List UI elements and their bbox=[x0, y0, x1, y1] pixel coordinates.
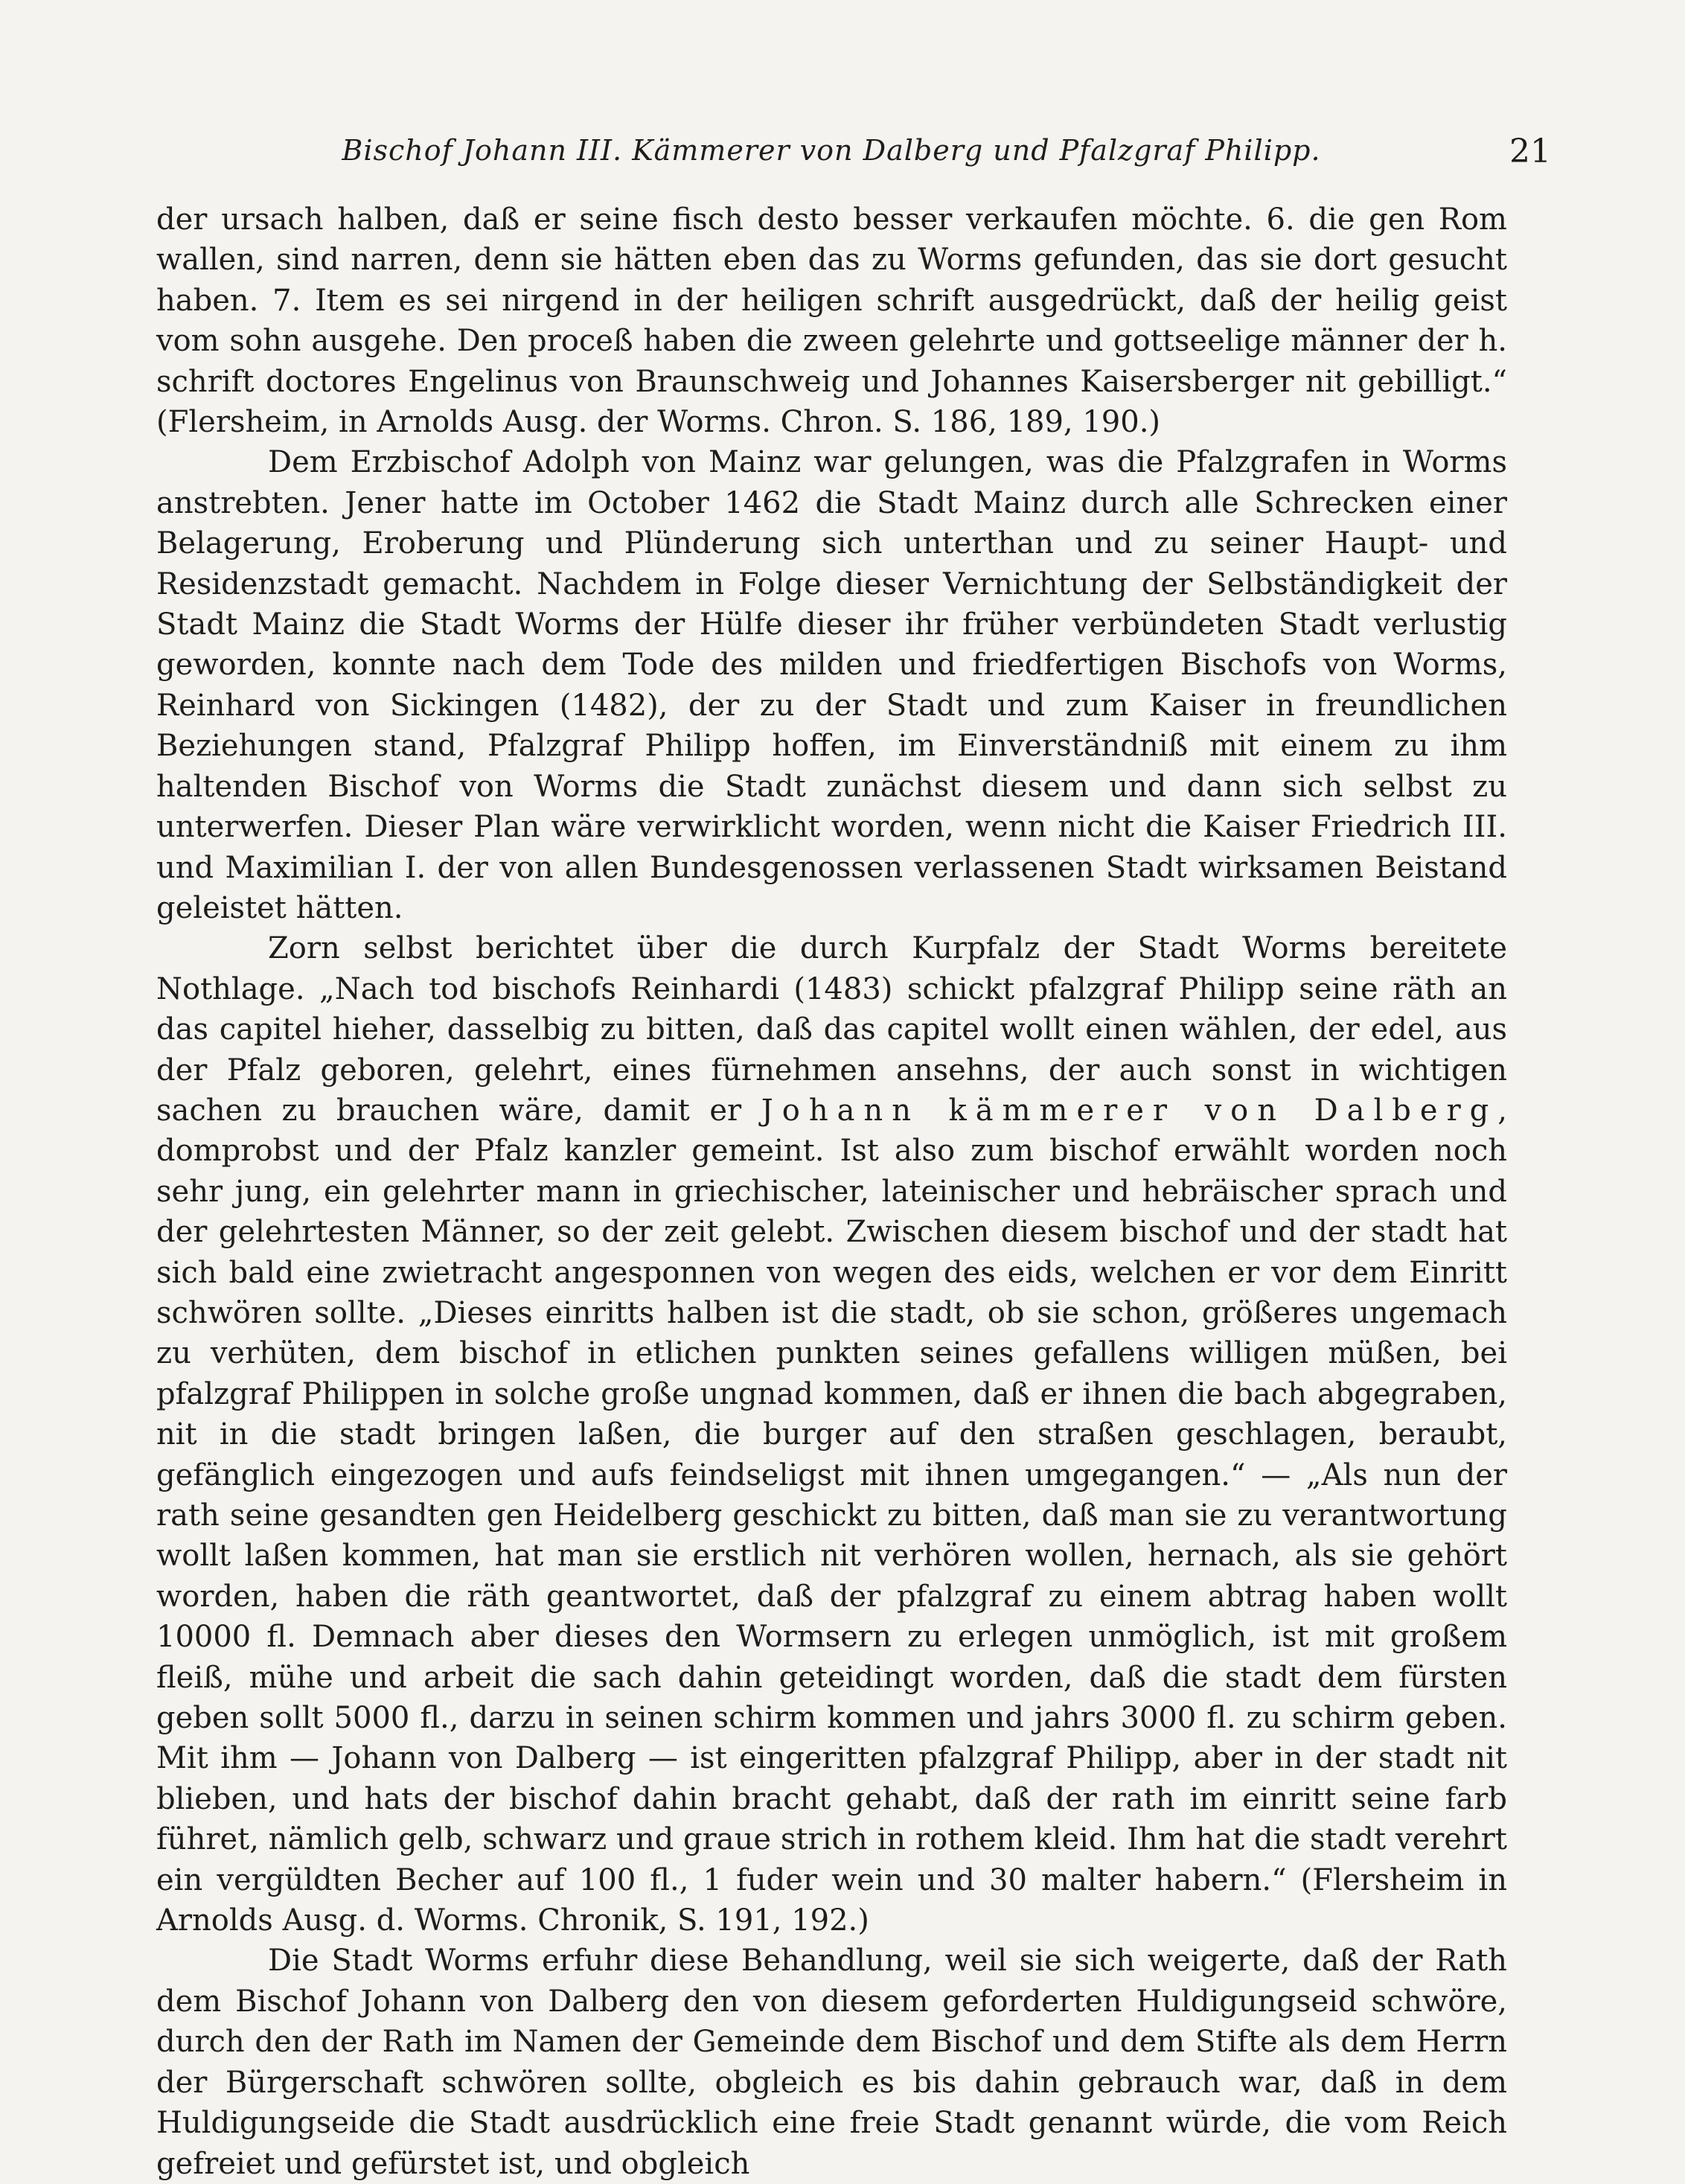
paragraph-continuation: der ursach halben, daß er seine fisch desto besser verkaufen möchte. 6. die gen Rom wallen, sind narren, denn sie hätten eben das zu Worms gefunden, das sie dort gesucht haben. 7. Item es sei nirgend in der heiligen schrift ausgedrückt, daß der heilig geist vom sohn ausgehe. Den proceß haben die zween gelehrte und gottseelige männer der h. schrift doctores Engelinus von Braunschweig und Johannes Kaisersberger nit gebilligt.“ (Flersheim, in Arnolds Ausg. der Worms. Chron. S. 186, 189, 190.) bbox=[156, 202, 1507, 440]
paragraph-huldigung: Die Stadt Worms erfuhr diese Behandlung, weil sie sich weigerte, daß der Rath dem Bischof Johann von Dalberg den von diesem geforderten Huldigungseid schwöre, durch den der Rath im Namen der Gemeinde dem Bischof und dem Stifte als dem Herrn der Bürgerschaft schwören sollte, obgleich es bis dahin gebrauch war, daß in dem Huldigungseide die Stadt ausdrücklich eine freie Stadt genannt würde, die vom Reich gefreiet und gefürstet ist, und obgleich bbox=[156, 1944, 1507, 2181]
page-number: 21 bbox=[1509, 132, 1551, 170]
emphasized-name: Johann kämmerer von Dalberg bbox=[761, 1093, 1498, 1128]
running-title: Bischof Johann III. Kämmerer von Dalberg und Pfalzgraf Philipp. bbox=[342, 134, 1321, 167]
running-head bbox=[156, 132, 1551, 179]
body-text bbox=[156, 199, 1507, 2184]
paragraph-zorn-rest: , domprobst und der Pfalz kanzler gemeint. Ist also zum bischof erwählt worden noch sehr jung, ein gelehrter mann in griechischer, lateinischer und hebräischer sprach und der gelehrtesten Männer, so der zeit gelebt. Zwischen diesem bischof und der stadt hat sich bald eine zwietracht angesponnen von wegen des eids, welchen er vor dem Einritt schwören sollte. „Dieses einritts halben ist die stadt, ob sie schon, größeres ungemach zu verhüten, dem bischof in etlichen punkten seines gefallens willigen müßen, bei pfalzgraf Philippen in solche große ungnad kommen, daß er ihnen die bach abgegraben, nit in die stadt bringen laßen, die burger auf den straßen geschlagen, beraubt, gefänglich eingezogen und aufs feindseligst mit ihnen umgegangen.“ — „Als nun der rath seine gesandten gen Heidelberg geschickt zu bitten, daß man sie zu verantwortung wollt laßen kommen, hat man sie erstlich nit verhören wollen, hernach, als sie gehört worden, haben die räth geantwortet, daß der pfalzgraf zu einem abtrag haben wollt 10000 fl. Demnach aber dieses den Wormsern zu erlegen unmöglich, ist mit großem fleiß, mühe und arbeit die sach dahin geteidingt worden, daß die stadt dem fürsten geben sollt 5000 fl., darzu in seinen schirm kommen und jahrs 3000 fl. zu schirm geben. Mit ihm — Johann von Dalberg — ist eingeritten pfalzgraf Philipp, aber in der stadt nit blieben, und hats der bischof dahin bracht gehabt, daß der rath im einritt seine farb führet, nämlich gelb, schwarz und graue strich in rothem kleid. Ihm hat die stadt verehrt ein vergüldten Becher auf 100 fl., 1 fuder wein und 30 malter habern.“ (Flersheim in Arnolds Ausg. d. Worms. Chronik, S. 191, 192.) bbox=[156, 1093, 1508, 1938]
paragraph-zorn-start: Zorn selbst berichtet über die durch Kurpfalz der Stadt Worms bereitete Nothlage. „Nach tod bischofs Reinhardi (1483) schickt pfalzgraf Philipp seine räth an das capitel hieher, dasselbig zu bitten, daß das capitel wollt einen wählen, der edel, aus der Pfalz geboren, gelehrt, eines fürnehmen ansehns, der auch sonst in wichtigen sachen zu brauchen wäre, damit er bbox=[156, 931, 1507, 1128]
paragraph-zorn bbox=[156, 928, 1507, 1941]
paragraph-adolph: Dem Erzbischof Adolph von Mainz war gelungen, was die Pfalzgrafen in Worms anstrebten. Jener hatte im October 1462 die Stadt Mainz durch alle Schrecken einer Belagerung, Eroberung und Plünderung sich unterthan und zu seiner Haupt- und Residenzstadt gemacht. Nachdem in Folge dieser Vernichtung der Selbständigkeit der Stadt Mainz die Stadt Worms der Hülfe dieser ihr früher verbündeten Stadt verlustig geworden, konnte nach dem Tode des milden und friedfertigen Bischofs von Worms, Reinhard von Sickingen (1482), der zu der Stadt und zum Kaiser in freundlichen Beziehungen stand, Pfalzgraf Philipp hoffen, im Einverständniß mit einem zu ihm haltenden Bischof von Worms die Stadt zunächst diesem und dann sich selbst zu unterwerfen. Dieser Plan wäre verwirklicht worden, wenn nicht die Kaiser Friedrich III. und Maximilian I. der von allen Bundesgenossen verlassenen Stadt wirksamen Beistand geleistet hätten. bbox=[156, 445, 1507, 925]
